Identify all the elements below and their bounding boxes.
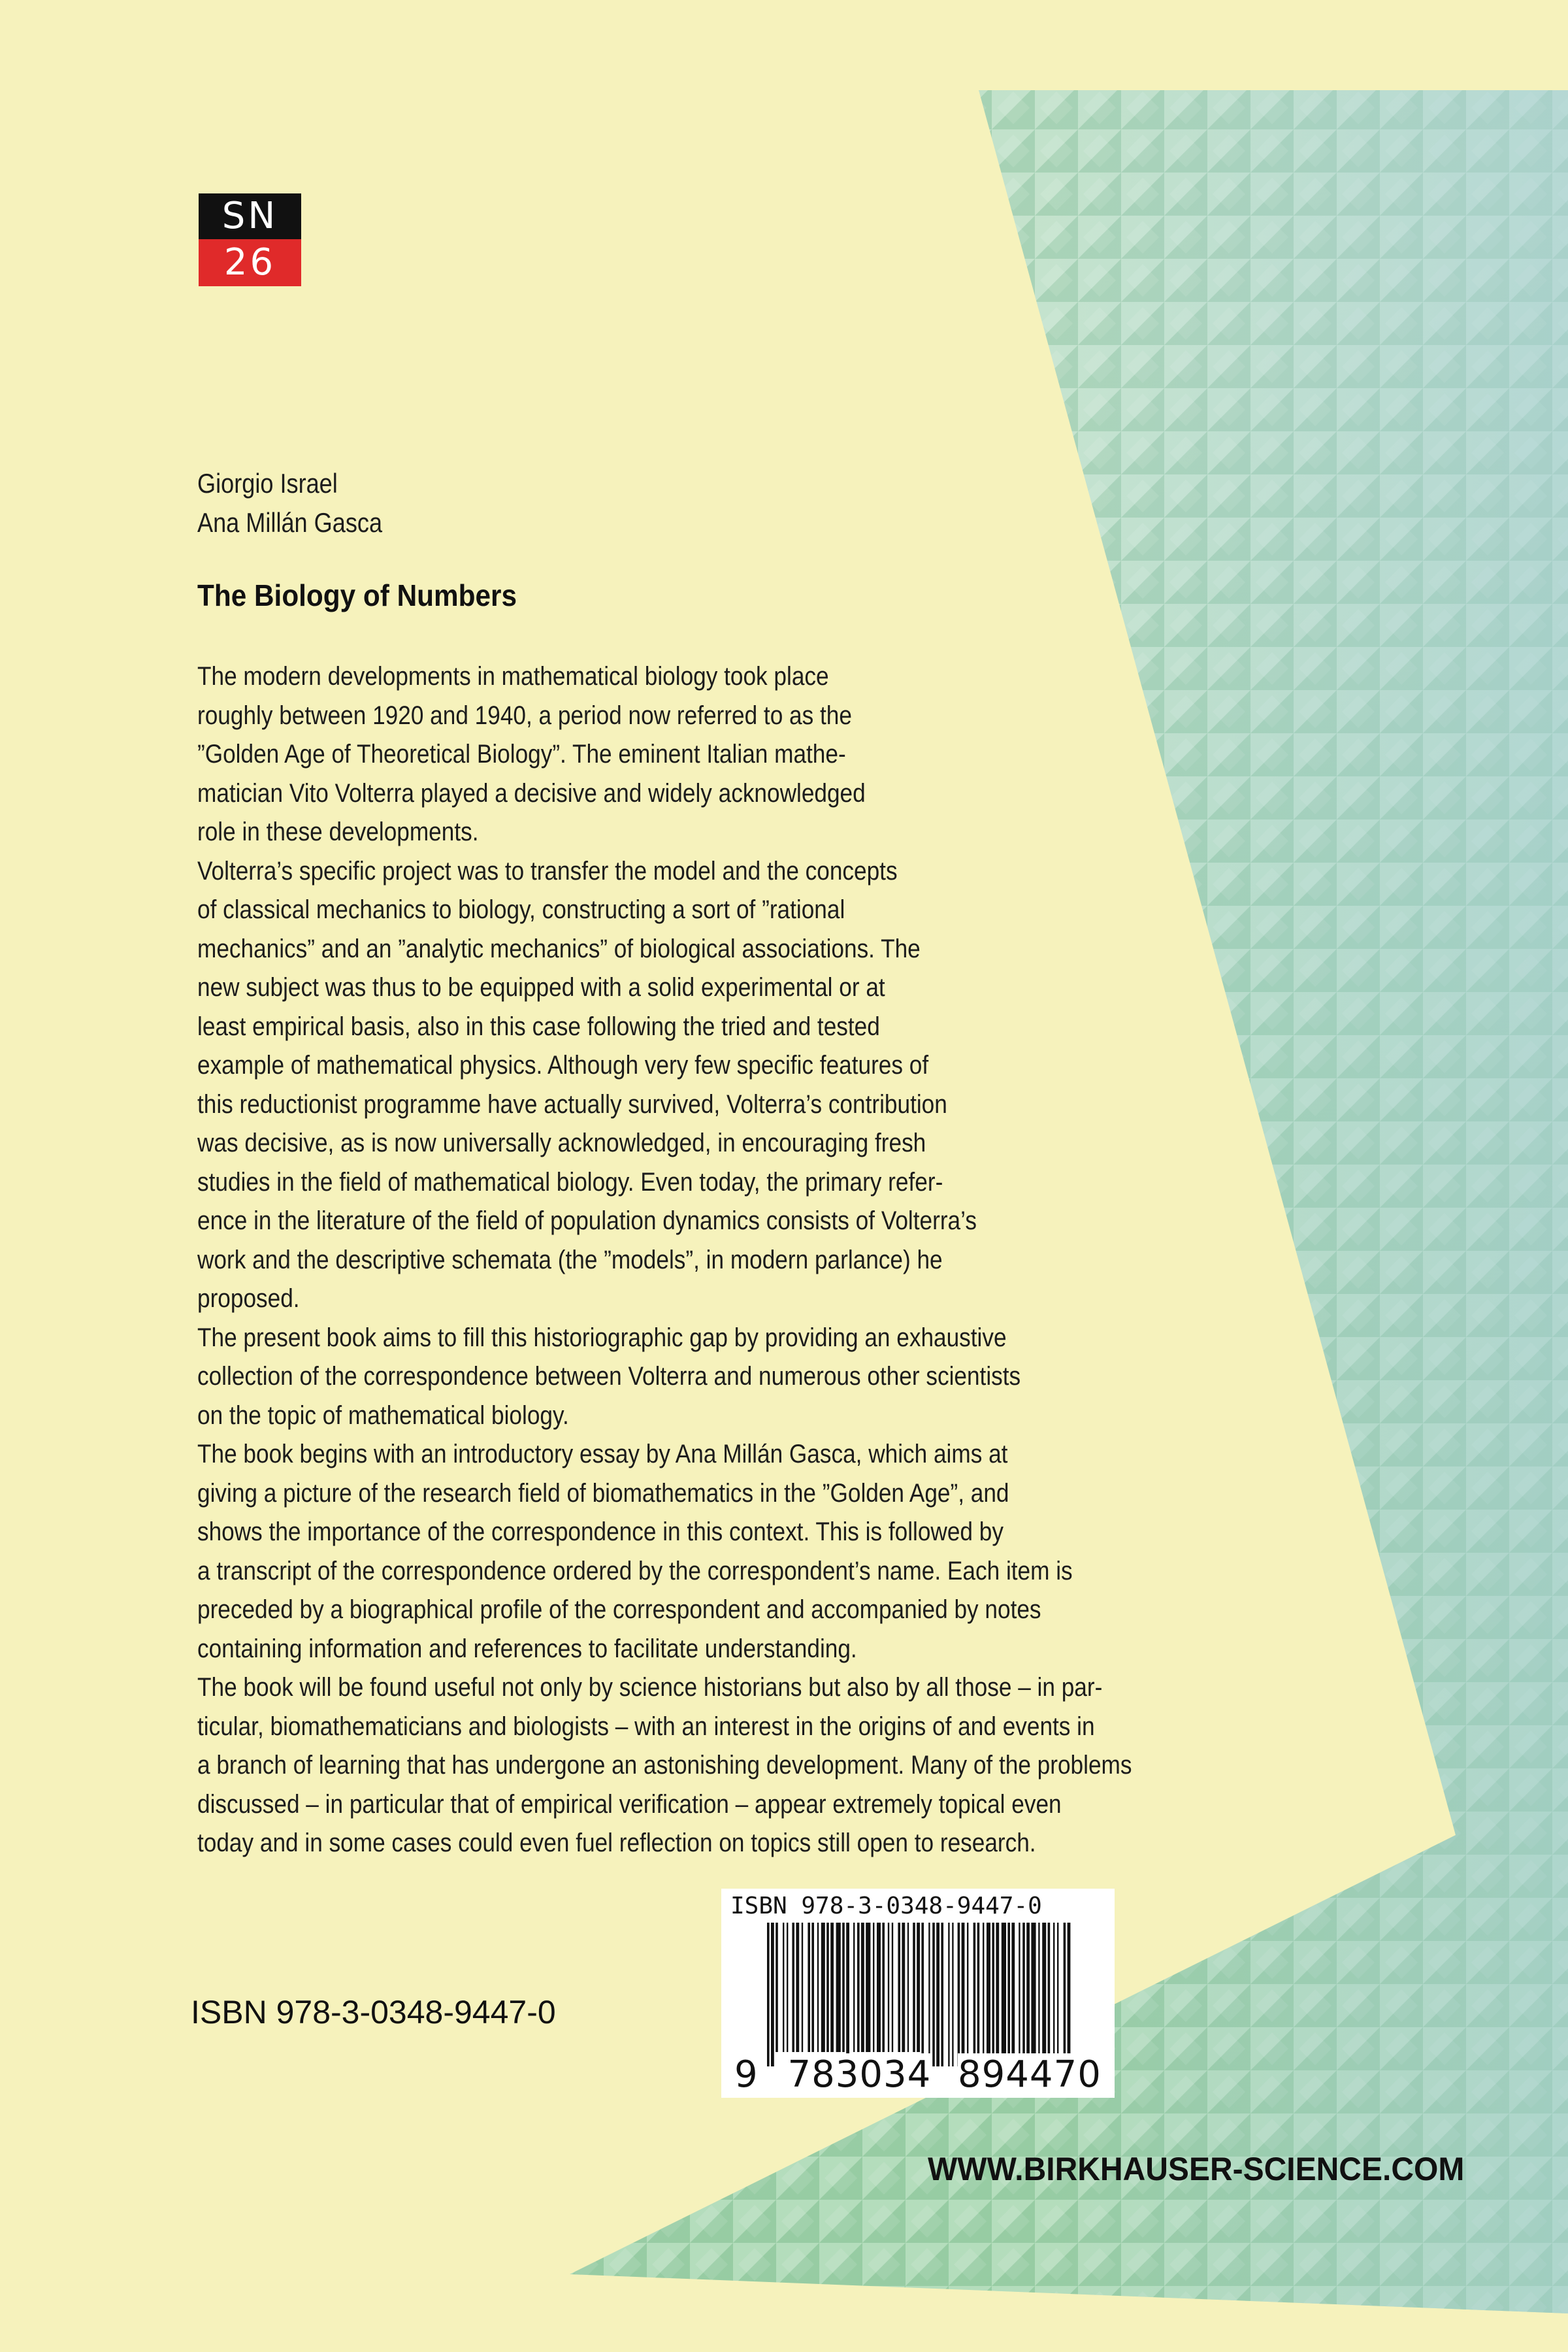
barcode-bar (987, 1923, 990, 2066)
barcode-bar (826, 1923, 829, 2052)
description-line: The book begins with an introductory essay by Ana Millán Gasca, which aims at (197, 1440, 1008, 1468)
barcode-bar (808, 1923, 810, 2052)
barcode-bar (888, 1923, 889, 2052)
barcode-bar (983, 1923, 984, 2066)
barcode-bar (802, 1923, 803, 2052)
barcode-bar (917, 1923, 920, 2052)
barcode-bar (977, 1923, 980, 2066)
barcode-bar (941, 1923, 943, 2066)
barcode-bar (1022, 1923, 1025, 2066)
barcode-bar (771, 1923, 774, 2066)
isbn-label: ISBN 978-3-0348-9447-0 (191, 1994, 556, 2030)
barcode-bar (776, 1923, 778, 2052)
barcode-bar (1057, 1923, 1058, 2066)
barcode-isbn-text: ISBN 978-3-0348-9447-0 (730, 1893, 1042, 1919)
description-line: ence in the literature of the field of population dynamics consists of Volterra’s (197, 1206, 977, 1235)
barcode-bar (898, 1923, 900, 2052)
series-badge (199, 193, 301, 286)
barcode-bar (861, 1923, 864, 2052)
barcode-bar (836, 1923, 841, 2052)
authors (197, 464, 412, 542)
description-line: new subject was thus to be equipped with a solid experimental or at (197, 973, 885, 1002)
description-line: a transcript of the correspondence ordered by the correspondent’s name. Each item is (197, 1556, 1073, 1585)
barcode-bar (821, 1923, 825, 2052)
barcode-bar (796, 1923, 799, 2052)
description-line: proposed. (197, 1284, 300, 1313)
barcode-bar (996, 1923, 999, 2066)
barcode-bar (873, 1923, 874, 2052)
series-badge-top: SN (199, 193, 301, 239)
barcode-bar (866, 1923, 870, 2052)
description-line: this reductionist programme have actually survived, Volterra’s contribution (197, 1089, 947, 1119)
barcode-bar (792, 1923, 794, 2052)
barcode-bar (958, 1923, 960, 2066)
barcode-bar (1064, 1923, 1066, 2066)
barcode-bar (1048, 1923, 1051, 2066)
barcode-bar (1026, 1923, 1030, 2066)
barcode-bar (913, 1923, 915, 2052)
barcode-bar (853, 1923, 855, 2052)
book-title: The Biology of Numbers (197, 578, 517, 612)
series-badge-number: 26 (199, 239, 301, 286)
barcode-bar (1031, 1923, 1036, 2066)
barcode-bar (1068, 1923, 1071, 2066)
description-line: Volterra’s specific project was to transfer the model and the concepts (197, 856, 898, 886)
description-line: preceded by a biographical profile of the correspondent and accompanied by notes (197, 1595, 1041, 1624)
description-line: on the topic of mathematical biology. (197, 1400, 569, 1430)
author-name: Ana Millán Gasca (197, 507, 383, 538)
barcode-bar (902, 1923, 905, 2052)
barcode-bar (948, 1923, 949, 2066)
barcode-bar (936, 1923, 939, 2066)
barcode-bar (907, 1923, 909, 2052)
description-line: a branch of learning that has undergone an astonishing development. Many of the problems (197, 1751, 1132, 1780)
barcode-bar (767, 1923, 770, 2066)
barcode-bar (842, 1923, 845, 2052)
barcode-bar (973, 1923, 976, 2066)
barcode-digit-lead: 9 (734, 2053, 759, 2096)
description-line: ticular, biomathematicians and biologists – with an interest in the origins of and events in (197, 1712, 1095, 1741)
barcode-bar (928, 1923, 930, 2066)
description-line: work and the descriptive schemata (the ”models”, in modern parlance) he (197, 1245, 943, 1274)
description-line: role in these developments. (197, 818, 479, 846)
barcode-digits-right: 894470 (958, 2053, 1102, 2096)
publisher-website[interactable]: WWW.BIRKHAUSER-SCIENCE.COM (928, 2151, 1465, 2187)
book-description (197, 657, 1308, 1863)
description-line: of classical mechanics to biology, constructing a sort of ”rational (197, 895, 845, 924)
description-line: matician Vito Volterra played a decisive and widely acknowledged (197, 778, 866, 808)
barcode-bar (992, 1923, 994, 2066)
barcode-bar (817, 1923, 819, 2052)
description-line: The present book aims to fill this historiographic gap by providing an exhaustive (197, 1323, 1007, 1352)
barcode-bars (767, 1923, 1074, 2066)
description-line: least empirical basis, also in this case following the tried and tested (197, 1012, 880, 1041)
barcode-digits-left: 783034 (787, 2053, 932, 2096)
barcode-bar (1007, 1923, 1010, 2066)
description-line: example of mathematical physics. Although very few specific features of (197, 1051, 929, 1080)
barcode-bar (857, 1923, 860, 2052)
barcode-bar (967, 1923, 968, 2066)
barcode-bar (952, 1923, 953, 2066)
barcode-bar (892, 1923, 893, 2052)
description-line: was decisive, as is now universally acknowledged, in encouraging fresh (197, 1129, 926, 1157)
author-name: Giorgio Israel (197, 468, 338, 499)
barcode-bar (783, 1923, 784, 2052)
barcode-bar (877, 1923, 881, 2052)
barcode-bar (962, 1923, 965, 2066)
description-line: ”Golden Age of Theoretical Biology”. The eminent Italian mathe- (197, 740, 846, 769)
barcode-bar (830, 1923, 834, 2052)
barcode-bar (811, 1923, 814, 2052)
barcode-bar (932, 1923, 935, 2066)
barcode-bar (882, 1923, 885, 2052)
description-line: today and in some cases could even fuel reflection on topics still open to research. (197, 1829, 1036, 1857)
barcode-bar (921, 1923, 924, 2066)
description-line: The book will be found useful not only by science historians but also by all those – in par- (197, 1673, 1103, 1702)
barcode-bar (1002, 1923, 1006, 2066)
barcode (721, 1889, 1115, 2098)
description-line: collection of the correspondence between Volterra and numerous other scientists (197, 1362, 1021, 1391)
description-line: discussed – in particular that of empirical verification – appear extremely topical even (197, 1789, 1062, 1819)
barcode-bar (787, 1923, 788, 2052)
barcode-bar (846, 1923, 849, 2066)
description-line: roughly between 1920 and 1940, a period now referred to as the (197, 701, 852, 730)
description-line: giving a picture of the research field of biomathematics in the ”Golden Age”, and (197, 1478, 1009, 1508)
description-line: studies in the field of mathematical biology. Even today, the primary refer- (197, 1167, 943, 1197)
barcode-bar (1011, 1923, 1015, 2066)
description-line: mechanics” and an ”analytic mechanics” of biological associations. The (197, 934, 921, 963)
barcode-digits (734, 2053, 1102, 2096)
barcode-bar (1038, 1923, 1039, 2066)
barcode-bar (1053, 1923, 1054, 2066)
barcode-bar (1042, 1923, 1046, 2066)
description-line: containing information and references to facilitate understanding. (197, 1634, 857, 1663)
barcode-bar (1019, 1923, 1020, 2066)
description-line: shows the importance of the correspondence in this context. This is followed by (197, 1517, 1004, 1546)
description-line: The modern developments in mathematical biology took place (197, 662, 829, 691)
